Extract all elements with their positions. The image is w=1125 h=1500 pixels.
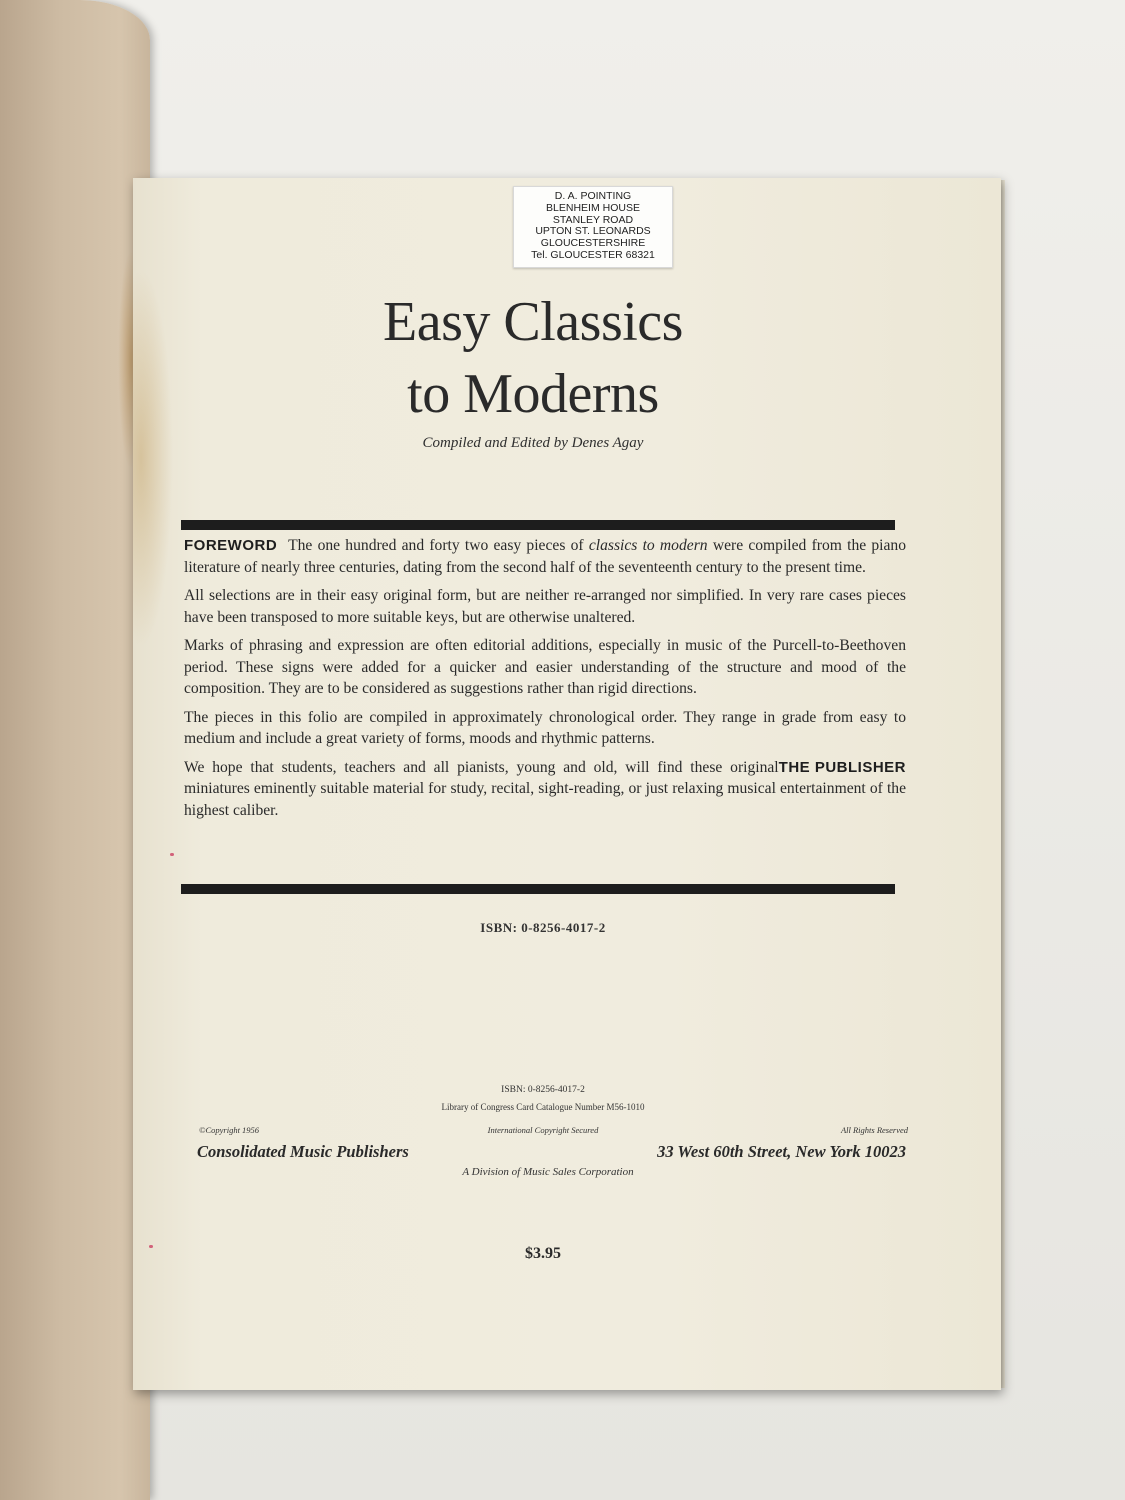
address-line: STANLEY ROAD (552, 213, 634, 226)
foreword-paragraph-4: The pieces in this folio are compiled in approximately chronological order. They range in grade from easy to medium and include a great variety of forms, moods and rhythmic patterns. (184, 708, 906, 747)
address-line: Tel. GLOUCESTER 68321 (531, 248, 655, 261)
rights-notice: All Rights Reserved (840, 1125, 908, 1135)
imprint-isbn: ISBN: 0-8256-4017-2 (501, 1085, 585, 1095)
foreword (184, 535, 906, 828)
foreword-heading: FOREWORD (184, 537, 278, 554)
foreword-signature: THE PUBLISHER (778, 758, 906, 776)
address-line: UPTON ST. LEONARDS (535, 225, 651, 238)
address-line: D. A. POINTING (554, 190, 632, 202)
rule-top (181, 520, 895, 530)
price: $3.95 (525, 1245, 561, 1262)
foreword-paragraph-3: Marks of phrasing and expression are often editorial additions, especially in music of the Purcell-to-Beethoven period. These signs were added for a quicker and easier understanding of the structure and mood of the composition. They are to be considered as suggestions rather than rigid directions. (184, 637, 906, 697)
foreword-p1-end: were compiled from the piano literature of nearly three centuries, dating from the second half of the seventeenth century to the present time. (184, 537, 907, 576)
foreword-p5-text: We hope that students, teachers and all pianists, young and old, will find these original miniatures eminently suitable material for study, recital, sight-reading, or just relaxing musical entertainment of the highest caliber. (184, 758, 906, 819)
foreword-paragraph-5 (184, 757, 906, 822)
title-line-2: to Moderns (407, 363, 659, 425)
foreword-paragraph-2: All selections are in their easy original form, but are neither re-arranged nor simplified. In very rare cases pieces have been transposed to more suitable keys, but are otherwise unaltered. (184, 587, 906, 626)
ink-mark (149, 1245, 153, 1248)
rule-bottom (181, 884, 895, 894)
foreword-paragraph-1 (184, 535, 906, 578)
address-sticker (513, 186, 673, 268)
book-title (133, 286, 933, 430)
copyright-notice: ©Copyright 1956 (199, 1125, 260, 1135)
book-cover-edge (0, 0, 150, 1500)
ink-mark (170, 853, 174, 856)
publisher-name: Consolidated Music Publishers (197, 1142, 409, 1161)
publisher-division: A Division of Music Sales Corporation (462, 1166, 634, 1178)
title-line-1: Easy Classics (383, 291, 683, 353)
address-line: GLOUCESTERSHIRE (540, 237, 646, 250)
isbn: ISBN: 0-8256-4017-2 (480, 920, 606, 935)
publisher-address: 33 West 60th Street, New York 10023 (657, 1142, 906, 1161)
intl-copyright-notice: International Copyright Secured (487, 1125, 599, 1135)
subtitle: Compiled and Edited by Denes Agay (422, 435, 644, 451)
address-line: BLENHEIM HOUSE (546, 201, 640, 214)
imprint-lccn: Library of Congress Card Catalogue Number M56-1010 (441, 1102, 645, 1112)
page-stack-edge (1001, 180, 1005, 1388)
foreword-p1-italic: classics to modern (588, 537, 708, 554)
title-page (133, 178, 1001, 1390)
foreword-p1-start: The one hundred and forty two easy pieces of (288, 537, 584, 554)
